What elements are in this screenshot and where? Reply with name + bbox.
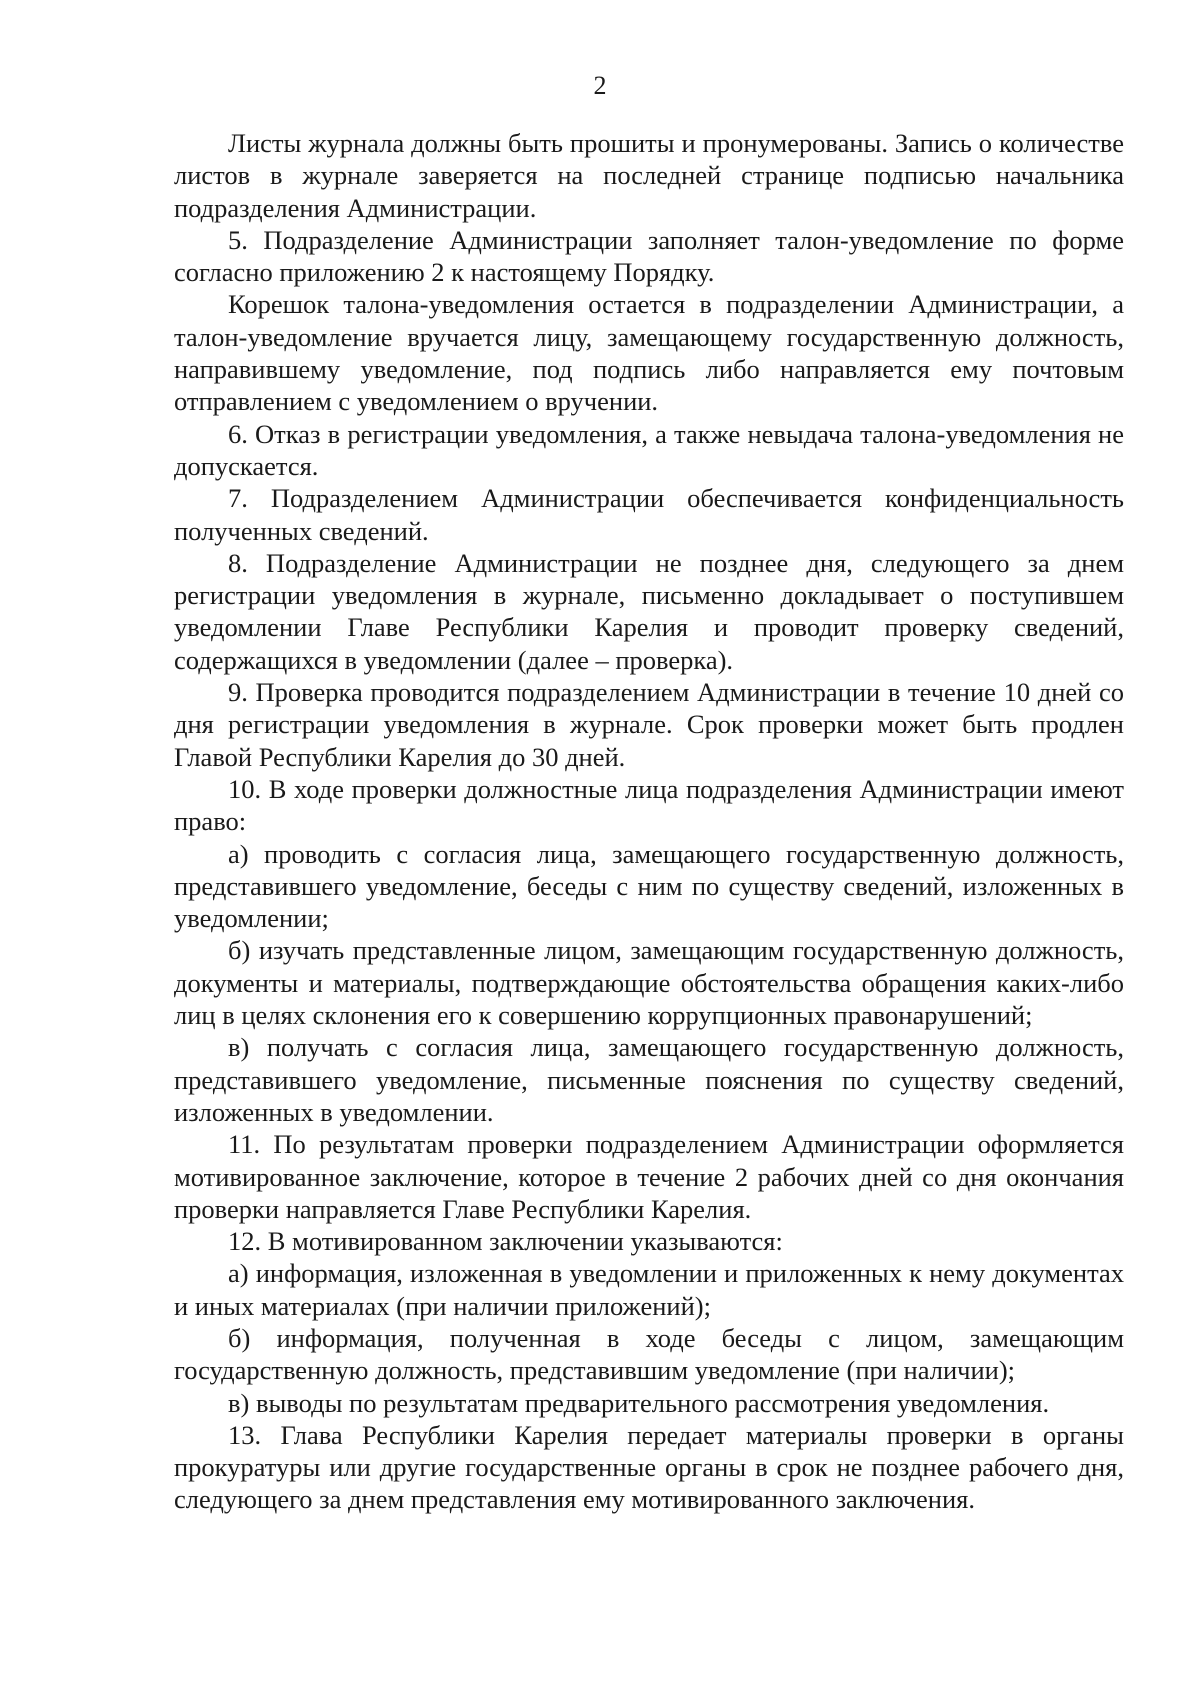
document-body xyxy=(174,127,1124,1516)
paragraph-item-10a: а) проводить с согласия лица, замещающего государственную должность, представившего уведомление, беседы с ним по существу сведений, изложенных в уведомлении; xyxy=(174,838,1124,934)
paragraph-item-11: 11. По результатам проверки подразделением Администрации оформляется мотивированное заключение, которое в течение 2 рабочих дней со дня окончания проверки направляется Главе Республики Карелия. xyxy=(174,1129,1124,1224)
paragraph-item-10v: в) получать с согласия лица, замещающего государственную должность, представившего уведомление, письменные пояснения по существу сведений, изложенных в уведомлении. xyxy=(174,1032,1124,1127)
paragraph-item-10: 10. В ходе проверки должностные лица подразделения Администрации имеют право: xyxy=(174,773,1124,837)
paragraph-journal-sheets: Листы журнала должны быть прошиты и пронумерованы. Запись о количестве листов в журнале заверяется на последней странице подписью начальника подразделения Администрации. xyxy=(174,128,1124,223)
paragraph-item-12a: а) информация, изложенная в уведомлении и приложенных к нему документах и иных материалах (при наличии приложений); xyxy=(174,1258,1124,1321)
paragraph-item-5: 5. Подразделение Администрации заполняет талон-уведомление по форме согласно приложению 2 к настоящему Порядку. xyxy=(174,224,1124,288)
paragraph-stub: Корешок талона-уведомления остается в подразделении Администрации, а талон-уведомление вручается лицу, замещающему государственную должность, направившему уведомление, под подпись либо направляется ему почтовым отправлением с уведомлением о вручении. xyxy=(174,289,1124,417)
paragraph-item-6: 6. Отказ в регистрации уведомления, а также невыдача талона-уведомления не допускается. xyxy=(174,418,1124,481)
paragraph-item-12v: в) выводы по результатам предварительного рассмотрения уведомления. xyxy=(228,1387,1050,1418)
paragraph-item-7: 7. Подразделением Администрации обеспечивается конфиденциальность полученных сведений. xyxy=(174,483,1124,546)
paragraph-item-9: 9. Проверка проводится подразделением Администрации в течение 10 дней со дня регистрации уведомления в журнале. Срок проверки может быть продлен Главой Республики Карелия до 30 дней. xyxy=(174,677,1124,772)
page-number: 2 xyxy=(593,71,607,100)
paragraph-item-13: 13. Глава Республики Карелия передает материалы проверки в органы прокуратуры или другие государственные органы в срок не позднее рабочего дня, следующего за днем представления ему мотивированного заключения. xyxy=(174,1419,1124,1515)
paragraph-item-10b: б) изучать представленные лицом, замещающим государственную должность, документы и материалы, подтверждающие обстоятельства обращения каких-либо лиц в целях склонения его к совершению коррупционных правонарушений; xyxy=(174,935,1124,1031)
paragraph-item-12: 12. В мотивированном заключении указываются: xyxy=(228,1226,783,1257)
paragraph-item-12b: б) информация, полученная в ходе беседы с лицом, замещающим государственную должность, представившим уведомление (при наличии); xyxy=(174,1322,1124,1386)
paragraph-item-8: 8. Подразделение Администрации не позднее дня, следующего за днем регистрации уведомления в журнале, письменно докладывает о поступившем уведомлении Главе Республики Карелия и проводит проверку сведений, содержащихся в уведомлении (далее – проверка). xyxy=(174,547,1124,675)
